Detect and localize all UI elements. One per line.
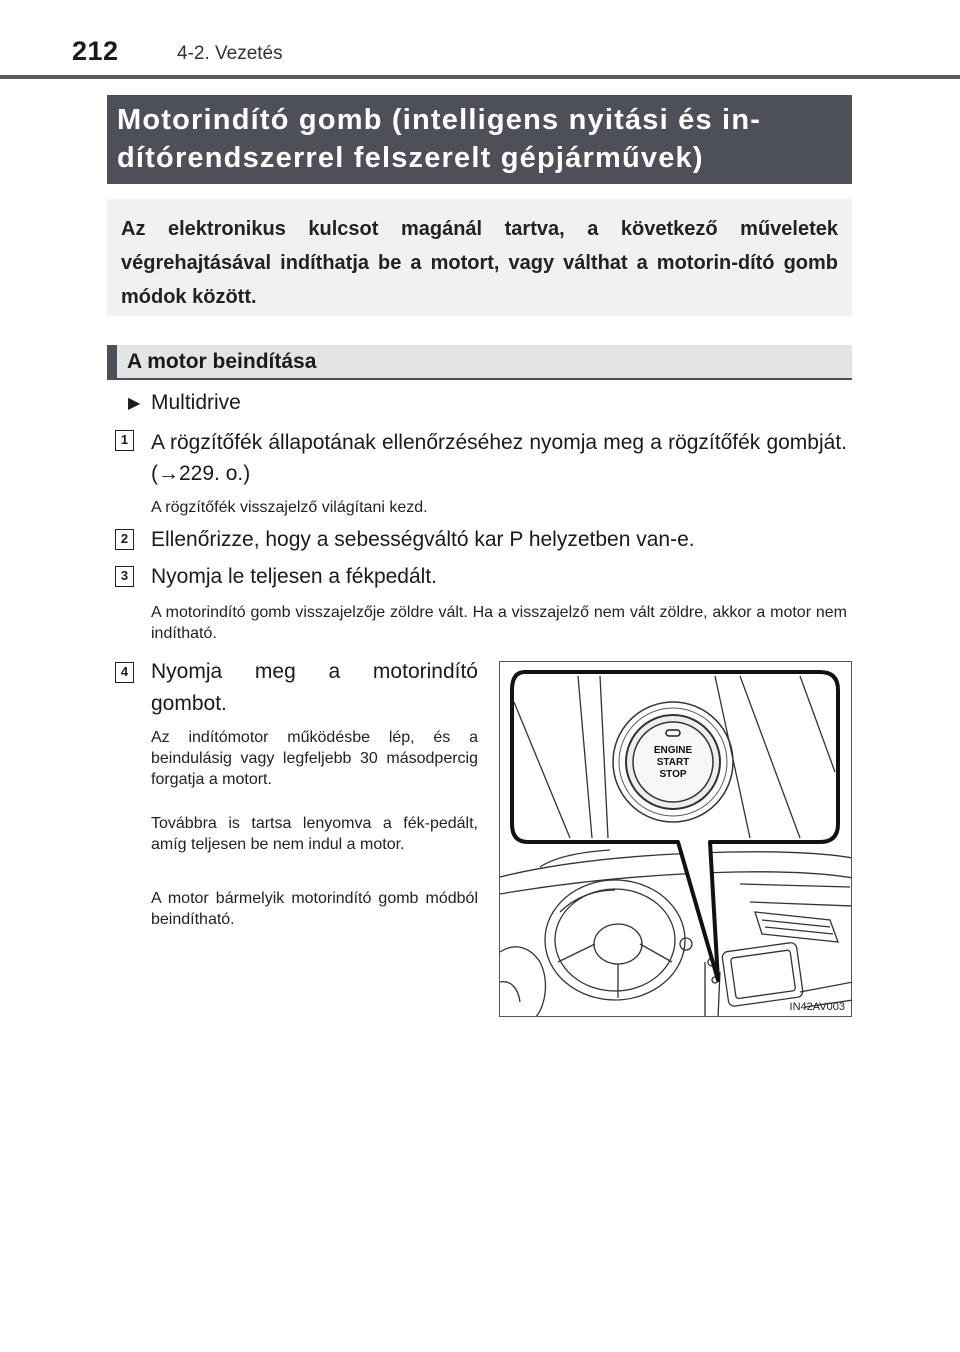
step-number-4: 4 — [115, 662, 134, 683]
engine-start-illustration — [499, 661, 852, 1017]
step-4-note-2: Továbbra is tartsa lenyomva a fék-pedált, amíg teljesen be nem indul a motor. — [151, 815, 478, 853]
step-3-note: A motorindító gomb visszajelzője zöldre vált. Ha a visszajelző nem vált zöldre, akkor a motor nem indítható. — [151, 604, 847, 642]
figure-code: IN42AV003 — [789, 1001, 845, 1013]
bullet-multidrive: Multidrive — [151, 391, 241, 414]
page-title-line-2: dítórendszerrel felszerelt gépjárművek) — [117, 142, 704, 174]
section-label: 4-2. Vezetés — [177, 43, 283, 64]
step-number-3: 3 — [115, 566, 134, 587]
subsection-heading: A motor beindítása — [107, 345, 852, 378]
step-4-text: Nyomja meg a motorindító gombot. — [151, 660, 478, 715]
start-button-label-start: START — [656, 757, 690, 768]
start-button-label-stop: STOP — [659, 769, 687, 780]
page-title — [107, 95, 852, 184]
page-number: 212 — [72, 36, 119, 66]
step-2-text: Ellenőrizze, hogy a sebességváltó kar P helyzetben van-e. — [151, 528, 695, 551]
right-triangle-icon: ▶ — [128, 395, 141, 412]
step-3-text: Nyomja le teljesen a fékpedált. — [151, 565, 437, 588]
step-number-2: 2 — [115, 529, 134, 550]
start-button-label — [633, 745, 713, 781]
step-number-1: 1 — [115, 430, 134, 451]
intro-text: Az elektronikus kulcsot magánál tartva, a következő műveletek végrehajtásával indíthatja be a motort, vagy válthat a motorin-dító gomb módok között. — [107, 199, 852, 316]
step-4-note-1: Az indítómotor működésbe lép, és a beindulásig vagy legfeljebb 30 másodpercig forgatja a motort. — [151, 729, 478, 788]
header-divider — [0, 75, 960, 79]
page-title-line-1: Motorindító gomb (intelligens nyitási és in- — [117, 104, 762, 136]
step-4-note-3: A motor bármelyik motorindító gomb módból beindítható. — [151, 890, 478, 928]
step-1-text: A rögzítőfék állapotának ellenőrzéséhez nyomja meg a rögzítőfék gombját. (→229. o.) — [151, 431, 847, 485]
subsection-divider — [107, 378, 852, 380]
start-button-label-engine: ENGINE — [653, 745, 693, 756]
step-1-note: A rögzítőfék visszajelző világítani kezd. — [151, 499, 428, 516]
dashboard-drawing — [500, 662, 852, 1017]
